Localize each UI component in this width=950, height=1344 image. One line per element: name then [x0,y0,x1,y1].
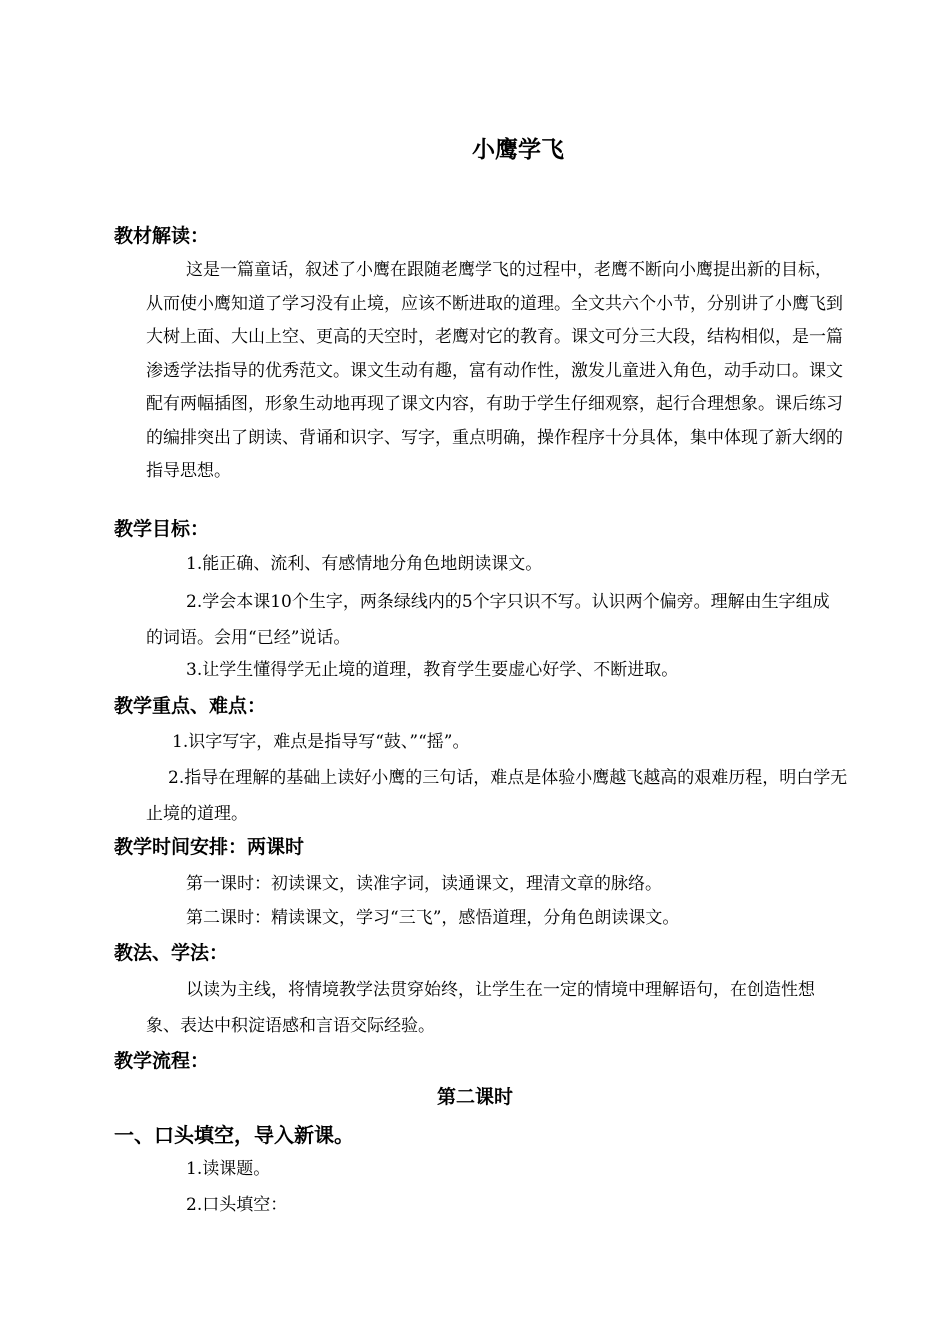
heading-methods: 教法、学法： [114,942,229,964]
document-title: 小鹰学飞 [472,137,564,163]
material-paragraph: 这是一篇童话，叙述了小鹰在跟随老鹰学飞的过程中，老鹰不断向小鹰提出新的目标，从而使小鹰知道了学习没有止境，应该不断进取的道理。全文共六个小节，分别讲了小鹰飞到大树上面、大山上空、更高的天空时，老鹰对它的教育。课文可分三大段，结构相似，是一篇渗透学法指导的优秀范文。课文生动有趣，富有动作性，激发儿童进入角色，动手动口。课文配有两幅插图，形象生动地再现了课文内容，有助于学生仔细观察，起行合理想象。课后练习的编排突出了朗读、背诵和识字、写字，重点明确，操作程序十分具体，集中体现了新大纲的指导思想。 [146,260,843,481]
step1-item-2: 2.口头填空： [186,1195,288,1215]
goal-item-2: 2.学会本课10个生字，两条绿线内的5个字只识不写。认识两个偏旁。理解由生字组成的词语。会用“已经”说话。 [146,592,830,648]
schedule-item-1: 第一课时：初读课文，读准字词，读通课文，理清文章的脉络。 [186,874,662,894]
heading-keypoints: 教学重点、难点： [114,695,267,717]
step1-heading: 一、口头填空，导入新课。 [114,1123,354,1147]
goal-item-3: 3.让学生懂得学无止境的道理，教育学生要虚心好学、不断进取。 [186,660,679,680]
keypoint-item-2: 2.指导在理解的基础上读好小鹰的三句话，难点是体验小鹰越飞越高的艰难历程，明白学无止境的道理。 [146,768,848,824]
heading-goals: 教学目标： [114,518,210,540]
goal-item-1: 1.能正确、流利、有感情地分角色地朗读课文。 [186,554,543,574]
step1-item-1: 1.读课题。 [186,1159,271,1179]
heading-material: 教材解读： [114,225,210,247]
heading-schedule: 教学时间安排：两课时 [114,836,305,858]
keypoint-item-1: 1.识字写字，难点是指导写“鼓、”“摇”。 [172,732,470,752]
schedule-item-2: 第二课时：精读课文，学习“三飞”，感悟道理，分角色朗读课文。 [186,908,680,928]
lesson-title: 第二课时 [436,1086,513,1108]
methods-paragraph: 以读为主线，将情境教学法贯穿始终，让学生在一定的情境中理解语句，在创造性想象、表达中积淀语感和言语交际经验。 [146,980,815,1036]
heading-process: 教学流程： [114,1050,210,1072]
